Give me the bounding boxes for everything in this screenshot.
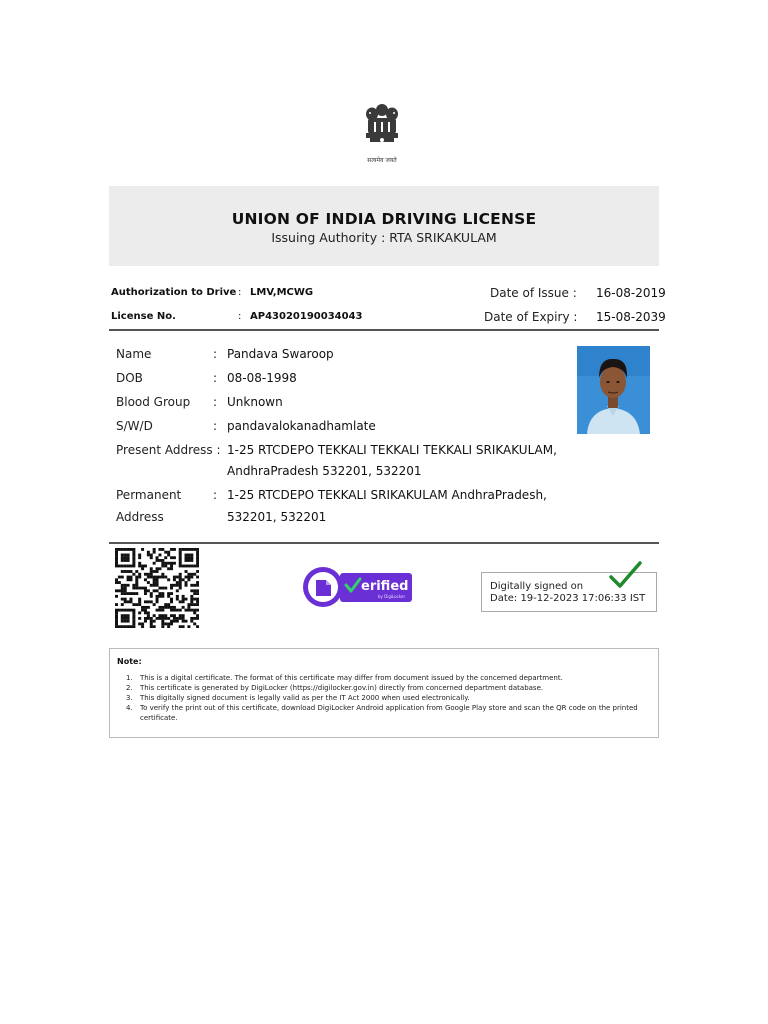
dob-colon: : bbox=[213, 371, 218, 385]
digilocker-verified-badge bbox=[302, 566, 412, 608]
badge-text: erified bbox=[361, 579, 409, 594]
note-item: 2. This certificate is generated by DigiLocker (https://digilocker.gov.in) directly from concerned department database. bbox=[126, 684, 544, 692]
divider bbox=[109, 329, 659, 331]
divider-2 bbox=[109, 542, 659, 544]
note-box bbox=[109, 648, 659, 738]
name-label: Name bbox=[116, 347, 152, 361]
issue-date-value: 16-08-2019 bbox=[596, 286, 666, 300]
blood-group-value: Unknown bbox=[227, 395, 283, 409]
checkmark-icon bbox=[608, 561, 642, 589]
qr-code[interactable] bbox=[115, 548, 199, 628]
dob-value: 08-08-1998 bbox=[227, 371, 297, 385]
permanent-address-colon: : bbox=[213, 488, 218, 502]
auth-colon: : bbox=[238, 287, 242, 298]
badge-subtext: by DigiLocker bbox=[378, 594, 406, 599]
emblem-motto: सत्यमेव जयते bbox=[367, 157, 397, 164]
license-no-value: AP43020190034043 bbox=[250, 311, 363, 322]
permanent-address-label: Permanent bbox=[116, 488, 182, 502]
dob-label: DOB bbox=[116, 371, 143, 385]
issue-date-label: Date of Issue : bbox=[490, 286, 577, 300]
expiry-date-value: 15-08-2039 bbox=[596, 310, 666, 324]
swd-value: pandavalokanadhamlate bbox=[227, 419, 376, 433]
document-header bbox=[109, 186, 659, 266]
present-address-line2: AndhraPradesh 532201, 532201 bbox=[227, 464, 422, 478]
note-item: 1. This is a digital certificate. The format of this certificate may differ from document issued by the concerned department. bbox=[126, 674, 563, 682]
license-no-label: License No. bbox=[111, 311, 176, 322]
note-title: Note: bbox=[117, 657, 142, 666]
swd-label: S/W/D bbox=[116, 419, 153, 433]
present-address-line1: 1-25 RTCDEPO TEKKALI TEKKALI TEKKALI SRIKAKULAM, bbox=[227, 443, 557, 457]
swd-colon: : bbox=[213, 419, 218, 433]
auth-value: LMV,MCWG bbox=[250, 287, 314, 298]
note-list bbox=[126, 673, 652, 723]
signature-line1: Digitally signed on bbox=[490, 581, 584, 592]
digital-signature-box bbox=[481, 572, 657, 612]
name-colon: : bbox=[213, 347, 218, 361]
holder-photo bbox=[577, 346, 650, 434]
auth-label: Authorization to Drive bbox=[111, 287, 237, 298]
note-item: 3. This digitally signed document is legally valid as per the IT Act 2000 when used electronically. bbox=[126, 694, 470, 702]
document-title: UNION OF INDIA DRIVING LICENSE bbox=[231, 210, 537, 228]
blood-group-colon: : bbox=[213, 395, 218, 409]
permanent-address-line1: 1-25 RTCDEPO TEKKALI SRIKAKULAM AndhraPradesh, bbox=[227, 488, 547, 502]
note-item: 4. To verify the print out of this certificate, download DigiLocker Android application from Google Play store and scan the QR code on the printed certificate. bbox=[126, 704, 638, 722]
license-colon: : bbox=[238, 311, 242, 322]
blood-group-label: Blood Group bbox=[116, 395, 191, 409]
permanent-address-label-2: Address bbox=[116, 510, 164, 524]
name-value: Pandava Swaroop bbox=[227, 347, 334, 361]
issuing-authority: Issuing Authority : RTA SRIKAKULAM bbox=[271, 230, 497, 245]
present-address-label: Present Address : bbox=[116, 443, 221, 457]
permanent-address-line2: 532201, 532201 bbox=[227, 510, 327, 524]
signature-date: Date: 19-12-2023 17:06:33 IST bbox=[490, 593, 646, 604]
expiry-date-label: Date of Expiry : bbox=[484, 310, 578, 324]
